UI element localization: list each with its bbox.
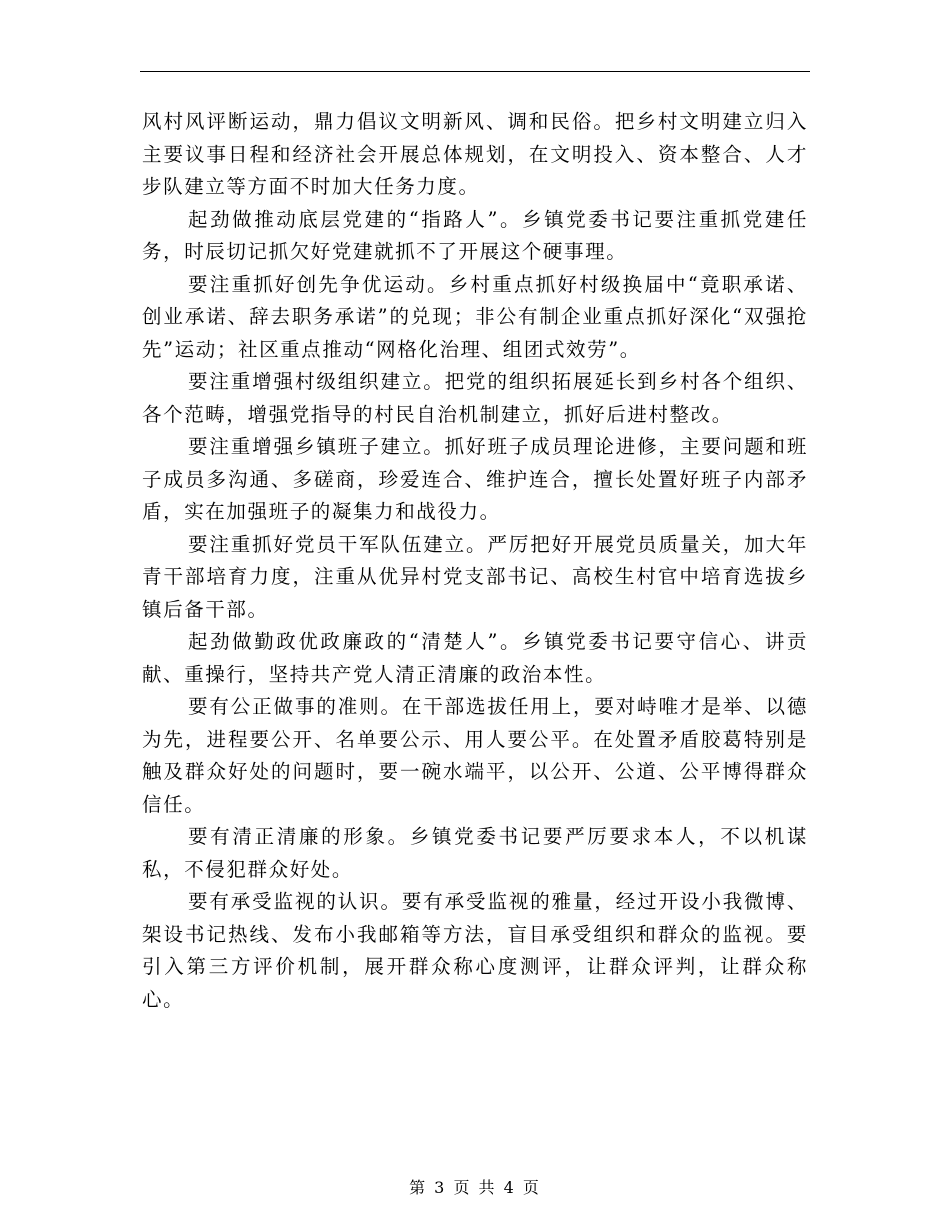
paragraph: 要注重抓好创先争优运动。乡村重点抓好村级换届中“竟职承诺、创业承诺、辞去职务承诺”的兑现；非公有制企业重点抓好深化“双强抢先”运动；社区重点推动“网格化治理、组团式效劳”。	[142, 272, 808, 361]
paragraph: 起劲做推动底层党建的“指路人”。乡镇党委书记要注重抓党建任务，时辰切记抓欠好党建就抓不了开展这个硬事理。	[142, 207, 808, 263]
paragraph: 要注重增强村级组织建立。把党的组织拓展延长到乡村各个组织、各个范畴，增强党指导的村民自治机制建立，抓好后进村整改。	[142, 370, 808, 426]
paragraph: 要有公正做事的准则。在干部选拔任用上，要对峙唯才是举、以德为先，进程要公开、名单要公示、用人要公平。在处置矛盾胶葛特别是触及群众好处的问题时，要一碗水端平，以公开、公道、公平博得群众信任。	[142, 695, 808, 816]
paragraph: 要有承受监视的认识。要有承受监视的雅量，经过开设小我微博、架设书记热线、发布小我邮箱等方法，盲目承受组织和群众的监视。要引入第三方评价机制，展开群众称心度测评，让群众评判，让群众称心。	[142, 890, 808, 1011]
page-footer	[0, 1178, 950, 1198]
paragraph: 要有清正清廉的形象。乡镇党委书记要严厉要求本人，不以机谋私，不侵犯群众好处。	[142, 825, 808, 881]
paragraph: 要注重抓好党员干军队伍建立。严厉把好开展党员质量关，加大年青干部培育力度，注重从优异村党支部书记、高校生村官中培育选拔乡镇后备干部。	[142, 532, 808, 621]
footer-total-pages: 4	[503, 1178, 516, 1197]
footer-current-page: 3	[434, 1178, 447, 1197]
footer-middle: 页 共	[453, 1178, 497, 1197]
footer-suffix: 页	[522, 1178, 541, 1197]
footer-prefix: 第	[409, 1178, 428, 1197]
document-body	[142, 106, 808, 1016]
paragraph: 要注重增强乡镇班子建立。抓好班子成员理论进修，主要问题和班子成员多沟通、多磋商，珍爱连合、维护连合，擅长处置好班子内部矛盾，实在加强班子的凝集力和战役力。	[142, 435, 808, 523]
paragraph: 风村风评断运动，鼎力倡议文明新风、调和民俗。把乡村文明建立归入主要议事日程和经济社会开展总体规划，在文明投入、资本整合、人才步队建立等方面不时加大任务力度。	[142, 110, 808, 198]
header-rule	[140, 71, 810, 72]
paragraph: 起劲做勤政优政廉政的“清楚人”。乡镇党委书记要守信心、讲贡献、重操行，坚持共产党人清正清廉的政治本性。	[142, 630, 808, 686]
